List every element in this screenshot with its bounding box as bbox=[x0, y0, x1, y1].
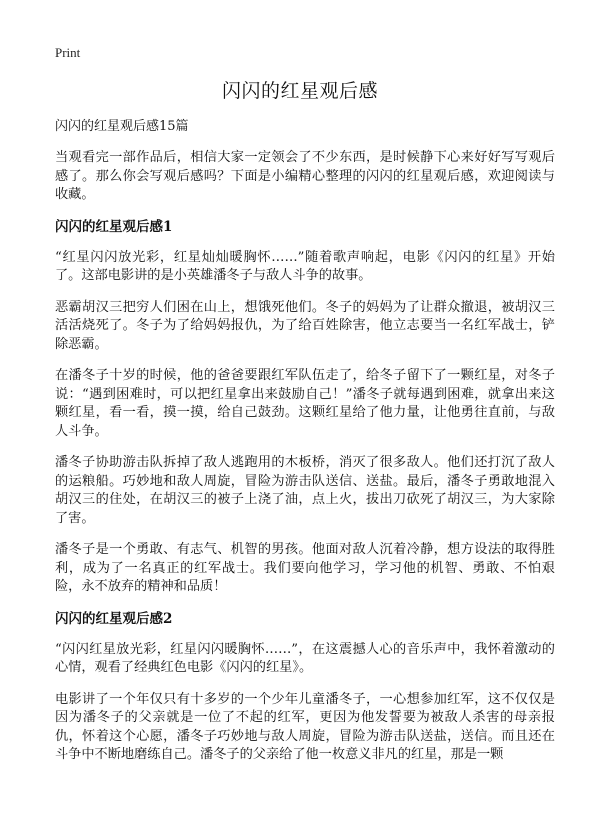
section-paragraph: 电影讲了一个年仅只有十多岁的一个少年儿童潘冬子，一心想参加红军，这不仅仅是因为潘冬子的父亲就是一位了不起的红军，更因为他发誓要为被敌人杀害的母亲报仇，怀着这个心愿，潘冬子巧妙地与敌人周旋，冒险为游击队送盐，送信。而且还在斗争中不断地磨练自己。潘冬子的父亲给了他一枚意义非凡的红星，那是一颗 bbox=[55, 691, 555, 762]
section-paragraph: “闪闪红星放光彩，红星闪闪暖胸怀……”，在这震撼人心的音乐声中，我怀着激动的心情，观看了经典红色电影《闪闪的红星》。 bbox=[55, 641, 555, 675]
section-paragraph: “红星闪闪放光彩，红星灿灿暖胸怀……”随着歌声响起，电影《闪闪的红星》开始了。这部电影讲的是小英雄潘冬子与敌人斗争的故事。 bbox=[55, 249, 555, 283]
section-heading: 闪闪的红星观后感2 bbox=[55, 610, 173, 627]
page-title: 闪闪的红星观后感 bbox=[221, 80, 378, 102]
section-paragraph: 在潘冬子十岁的时候，他的爸爸要跟红军队伍走了，给冬子留下了一颗红星，对冬子说：“遇到困难时，可以把红星拿出来鼓励自己！”潘冬子就每遇到困难，就拿出来这颗红星，看一看，摸一摸，给自己鼓劲。这颗红星给了他力量，让他勇往直前，与敌人斗争。 bbox=[55, 368, 555, 439]
section-paragraph: 恶霸胡汉三把穷人们困在山上，想饿死他们。冬子的妈妈为了让群众撤退，被胡汉三活活烧死了。冬子为了给妈妈报仇，为了给百姓除害，他立志要当一名红军战士，铲除恶霸。 bbox=[55, 299, 555, 352]
article-body bbox=[55, 118, 555, 778]
print-link[interactable]: Print bbox=[55, 45, 81, 60]
section-1 bbox=[55, 218, 555, 597]
section-paragraph: 潘冬子是一个勇敢、有志气、机智的男孩。他面对敌人沉着冷静，想方设法的取得胜利，成为了一名真正的红军战士。我们要向他学习，学习他的机智、勇敢、不怕艰险，永不放弃的精神和品质！ bbox=[55, 542, 555, 594]
section-heading: 闪闪的红星观后感1 bbox=[55, 218, 173, 235]
article-subtitle: 闪闪的红星观后感15篇 bbox=[55, 119, 189, 134]
intro-paragraph: 当观看完一部作品后，相信大家一定领会了不少东西，是时候静下心来好好写写观后感了。那么你会写观后感吗？下面是小编精心整理的闪闪的红星观后感，欢迎阅读与收藏。 bbox=[55, 150, 555, 202]
section-2 bbox=[55, 610, 555, 765]
section-paragraph: 潘冬子协助游击队拆掉了敌人逃跑用的木板桥，消灭了很多敌人。他们还打沉了敌人的运粮船。巧妙地和敌人周旋，冒险为游击队送信、送盐。最后，潘冬子勇敢地混入胡汉三的住处，在胡汉三的被子上浇了油，点上火，拔出刀砍死了胡汉三，为大家除了害。 bbox=[55, 455, 555, 526]
